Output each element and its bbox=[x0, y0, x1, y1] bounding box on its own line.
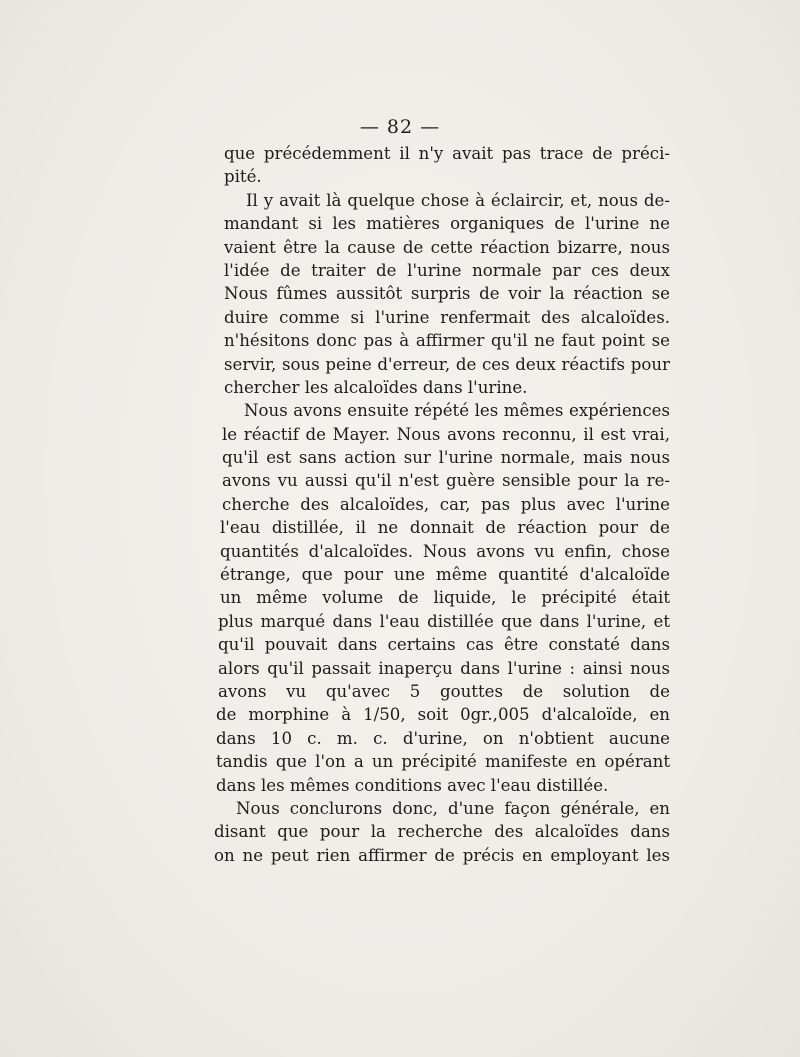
text-line: Nous conclurons donc, d'une façon générale, en bbox=[236, 798, 670, 818]
text-line: avons vu qu'avec 5 gouttes de solution de bbox=[218, 681, 670, 701]
body-text bbox=[214, 142, 670, 867]
text-line: vaient être la cause de cette réaction bizarre, nous bbox=[224, 237, 670, 257]
text-line: on ne peut rien affirmer de précis en employant les bbox=[214, 845, 670, 865]
text-line: disant que pour la recherche des alcaloïdes dans bbox=[214, 822, 670, 842]
text-line: étrange, que pour une même quantité d'alcaloïde bbox=[220, 565, 670, 585]
text-line: duire comme si l'urine renfermait des alcaloïdes. bbox=[224, 307, 670, 327]
text-line: que précédemment il n'y avait pas trace de préci- bbox=[224, 144, 670, 163]
text-line: Nous fûmes aussitôt surpris de voir la réaction se bbox=[224, 284, 670, 304]
text-line: dans les mêmes conditions avec l'eau distillée. bbox=[216, 775, 609, 795]
text-line: un même volume de liquide, le précipité était bbox=[220, 588, 670, 608]
text-line: l'eau distillée, il ne donnait de réaction pour de bbox=[220, 518, 670, 538]
text-line: tandis que l'on a un précipité manifeste en opérant bbox=[216, 752, 670, 772]
text-line: mandant si les matières organiques de l'urine ne bbox=[224, 214, 670, 234]
text-line: dans 10 c. m. c. d'urine, on n'obtient aucune bbox=[216, 728, 670, 748]
text-line: chercher les alcaloïdes dans l'urine. bbox=[224, 377, 528, 397]
text-line: qu'il est sans action sur l'urine normale, mais nous bbox=[222, 448, 670, 468]
text-line: servir, sous peine d'erreur, de ces deux réactifs pour bbox=[224, 354, 670, 374]
text-line: l'idée de traiter de l'urine normale par ces deux bbox=[224, 260, 670, 280]
page-number: — 82 — bbox=[359, 116, 441, 138]
text-line: pité. bbox=[224, 167, 262, 187]
text-line: le réactif de Mayer. Nous avons reconnu, il est vrai, bbox=[222, 424, 670, 444]
text-line: plus marqué dans l'eau distillée que dans l'urine, et bbox=[218, 611, 670, 631]
text-line: quantités d'alcaloïdes. Nous avons vu enfin, chose bbox=[220, 541, 670, 561]
text-line: avons vu aussi qu'il n'est guère sensible pour la re- bbox=[222, 471, 670, 491]
text-line: qu'il pouvait dans certains cas être constaté dans bbox=[218, 635, 670, 655]
text-line: de morphine à 1/50, soit 0gr.,005 d'alcaloïde, en bbox=[216, 705, 670, 725]
text-line: alors qu'il passait inaperçu dans l'urine : ainsi nous bbox=[218, 658, 670, 678]
text-line: n'hésitons donc pas à affirmer qu'il ne faut point se bbox=[224, 331, 670, 351]
text-line: Nous avons ensuite répété les mêmes expériences bbox=[244, 401, 670, 421]
text-line: Il y avait là quelque chose à éclaircir, et, nous de- bbox=[246, 190, 670, 210]
text-line: cherche des alcaloïdes, car, pas plus avec l'urine bbox=[222, 494, 670, 514]
